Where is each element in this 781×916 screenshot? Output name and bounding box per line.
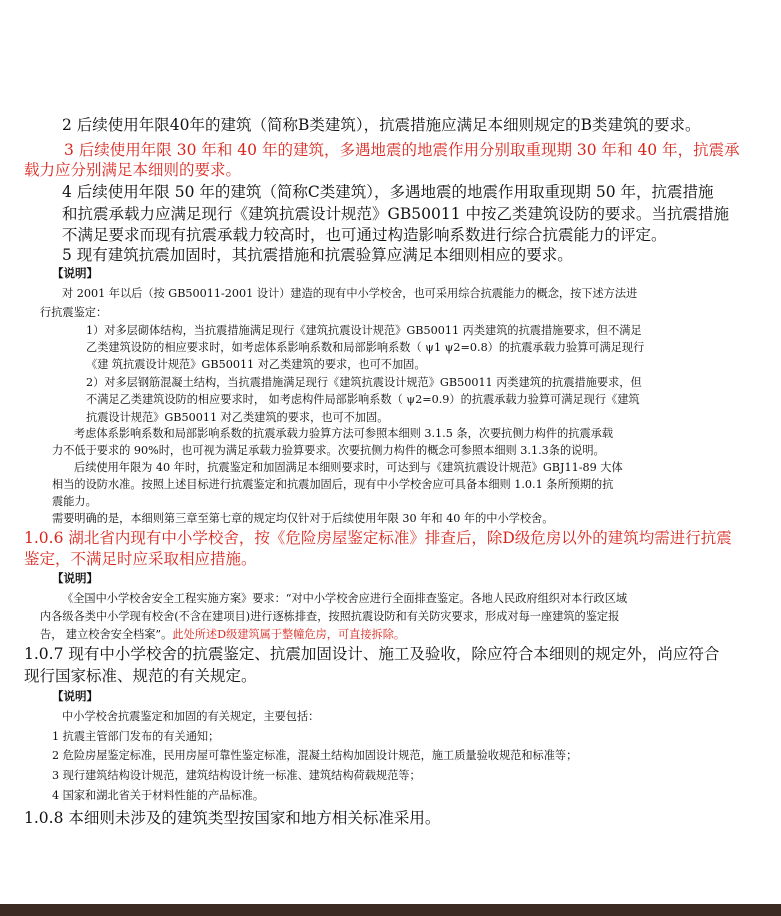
note-1-item-1-line-1: 1）对多层砌体结构，当抗震措施满足现行《建筑抗震设计规范》GB50011 丙类建筑的抗震措施要求，但不满足 — [86, 324, 642, 337]
clause-1-0-7-line-1: 1.0.7 现有中小学校舍的抗震鉴定、抗震加固设计、施工及验收，除应符合本细则的规定外，尚应符合 — [24, 645, 720, 663]
clause-3-line-1: 3 后续使用年限 30 年和 40 年的建筑，多遇地震的地震作用分别取重现期 30 年和 40 年，抗震承 — [64, 141, 740, 159]
note-3-item-1: 1 抗震主管部门发布的有关通知； — [52, 730, 220, 743]
note-1-item-2-line-3: 抗震设计规范》GB50011 对乙类建筑的要求，也可不加固。 — [86, 411, 389, 424]
clause-4-line-2: 和抗震承载力应满足现行《建筑抗震设计规范》GB50011 中按乙类建筑设防的要求。当抗震措施 — [62, 205, 730, 223]
clause-1-0-7-line-2: 现行国家标准、规范的有关规定。 — [24, 667, 257, 685]
note-1-line-2: 行抗震鉴定： — [40, 306, 108, 319]
note-1-item-2-line-1: 2）对多层钢筋混凝土结构，当抗震措施满足现行《建筑抗震设计规范》GB50011 丙类建筑的抗震措施要求，但 — [86, 376, 642, 389]
clause-5-line: 5 现有建筑抗震加固时，其抗震措施和抗震验算应满足本细则相应的要求。 — [62, 246, 573, 264]
note-1-para-4: 需要明确的是，本细则第三章至第七章的规定均仅针对于后续使用年限 30 年和 40 年的中小学校舍。 — [52, 512, 554, 525]
note-3-item-2: 2 危险房屋鉴定标准，民用房屋可靠性鉴定标准，混凝土结构加固设计规范，施工质量验收规范和标准等； — [52, 749, 578, 762]
note-2-line-3 — [40, 629, 405, 640]
note-tag-2: 【说明】 — [52, 571, 98, 585]
note-1-item-1-line-2: 乙类建筑设防的相应要求时，如考虑体系影响系数和局部影响系数（ ψ1 ψ2=0.8）的抗震承载力验算可满足现行 — [86, 341, 645, 354]
clause-2-line: 2 后续使用年限40年的建筑（简称B类建筑），抗震措施应满足本细则规定的B类建筑的要求。 — [62, 116, 701, 134]
note-2-red-remark: 此处所述D级建筑属于整幢危房，可直接拆除。 — [172, 628, 406, 641]
clause-4-line-1: 4 后续使用年限 50 年的建筑（简称C类建筑），多遇地震的地震作用取重现期 50 年，抗震措施 — [62, 183, 714, 201]
clause-1-0-6-line-2: 鉴定，不满足时应采取相应措施。 — [24, 550, 257, 568]
clause-3-line-2: 载力应分别满足本细则的要求。 — [24, 161, 242, 179]
note-2-line-3-text: 告， 建立校舍安全档案”。 — [40, 628, 173, 641]
note-1-para-3-line-1: 后续使用年限为 40 年时，抗震鉴定和加固满足本细则要求时，可达到与《建筑抗震设计规范》GBJ11-89 大体 — [74, 461, 623, 474]
note-1-para-3-line-3: 震能力。 — [52, 495, 97, 508]
note-tag-3: 【说明】 — [52, 689, 98, 703]
clause-4-line-3: 不满足要求而现有抗震承载力较高时，也可通过构造影响系数进行综合抗震能力的评定。 — [62, 226, 667, 244]
note-1-line-1: 对 2001 年以后（按 GB50011-2001 设计）建造的现有中小学校舍，也可采用综合抗震能力的概念，按下述方法进 — [62, 287, 638, 300]
note-3-intro: 中小学校舍抗震鉴定和加固的有关规定，主要包括： — [62, 710, 320, 723]
note-3-item-3: 3 现行建筑结构设计规范，建筑结构设计统一标准、建筑结构荷载规范等； — [52, 769, 421, 782]
note-2-line-1: 《全国中小学校舍安全工程实施方案》要求：“对中小学校舍应进行全面排查鉴定。各地人民政府组织对本行政区域 — [62, 592, 628, 605]
clause-1-0-8-line: 1.0.8 本细则未涉及的建筑类型按国家和地方相关标准采用。 — [24, 809, 441, 827]
note-2-line-2: 内各级各类中小学现有校舍(不含在建项目)进行逐栋排查，按照抗震设防和有关防灾要求，形成对每一座建筑的鉴定报 — [40, 610, 620, 623]
note-1-para-3-line-2: 相当的设防水准。按照上述目标进行抗震鉴定和抗震加固后，现有中小学校舍应可具备本细则 1.0.1 条所预期的抗 — [52, 478, 614, 491]
clause-1-0-6-line-1: 1.0.6 湖北省内现有中小学校舍，按《危险房屋鉴定标准》排查后，除D级危房以外的建筑均需进行抗震 — [24, 529, 732, 547]
note-tag-1: 【说明】 — [52, 266, 98, 280]
note-1-item-2-line-2: 不满足乙类建筑设防的相应要求时， 如考虑构件局部影响系数（ ψ2=0.9）的抗震承载力验算可满足现行《建筑 — [86, 393, 640, 406]
note-1-para-2-line-2: 力不低于要求的 90%时，也可视为满足承载力验算要求。次要抗侧力构件的概念可参照本细则 3.1.3条的说明。 — [52, 444, 605, 457]
note-3-item-4: 4 国家和湖北省关于材料性能的产品标准。 — [52, 789, 265, 802]
footer-bar — [0, 904, 781, 916]
note-1-item-1-line-3: 《建 筑抗震设计规范》GB50011 对乙类建筑的要求，也可不加固。 — [86, 358, 426, 371]
note-1-para-2-line-1: 考虑体系影响系数和局部影响系数的抗震承载力验算方法可参照本细则 3.1.5 条，次要抗侧力构件的抗震承载 — [74, 427, 614, 440]
